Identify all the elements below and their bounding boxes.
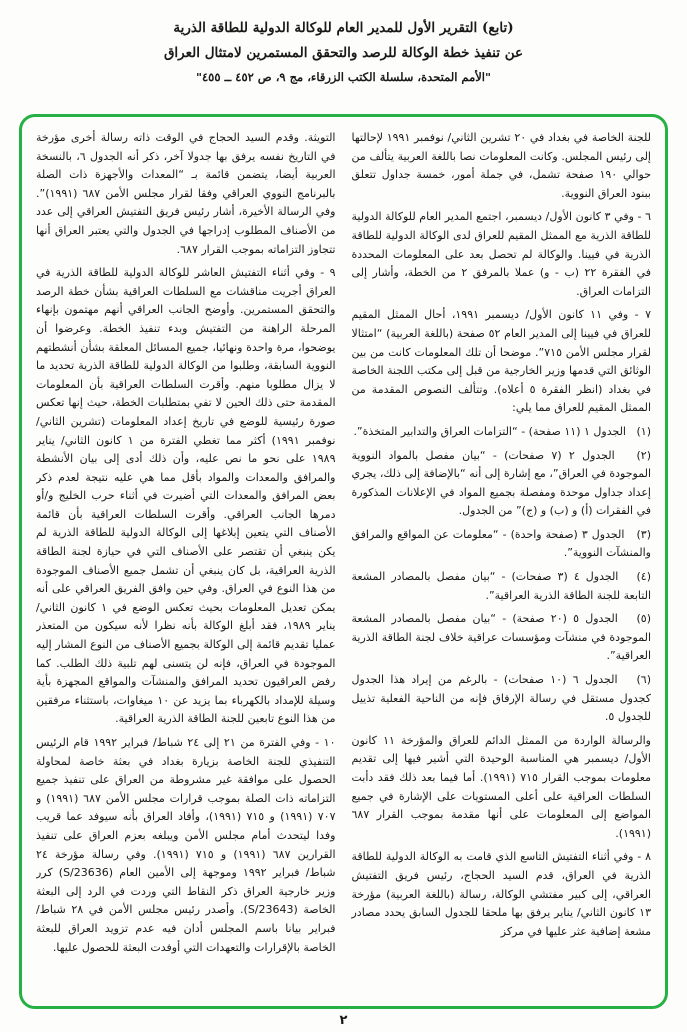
paragraph-8: ٨ - وفي أثناء التفتيش التاسع الذي قامت به الوكالة الدولية للطاقة الذرية في العراق، قدم السيد الحجاج، رئيس فريق التفتيش العراقي، إلى كبير مفتشي الوكالة، رسالة (باللغة العربية) مؤرخة ١٣ كانون الثاني/ يناير يرفق بها ملحقا للجدول السابق يحدد مصادر مشعة إضافية عثر عليها في مركز <box>351 850 651 938</box>
paragraph-letter-note: والرسالة الواردة من الممثل الدائم للعراق والمؤرخة ١١ كانون الأول/ ديسمبر هي المناسبة الوحيدة التي أشير فيها إلى تقديم معلومات بموجب القرار ٧١٥ (١٩٩١). أما فيما بعد ذلك فقد دأبت السلطات العراقية على أعلى المستويات على الإشارة في جميع المواضع إلى المعلومات على أنها مقدمة بموجب القرار ٦٨٧ (١٩٩١). <box>351 733 651 840</box>
list-item-table-5: (٥) الجدول ٥ (٢٠ صفحة) - “بيان مفصل بالمصادر المشعة الموجودة في منشآت ومؤسسات عراقية خلاف لجنة الطاقة الذرية العراقية”. <box>351 612 651 663</box>
report-title-line1: (تابع) التقرير الأول للمدير العام للوكالة الدولية للطاقة الذرية <box>173 20 514 36</box>
paragraph-10: ١٠ - وفي الفترة من ٢١ إلى ٢٤ شباط/ فبراير ١٩٩٢ قام الرئيس التنفيذي للجنة الخاصة بزيارة بغداد في بعثة خاصة لمحاولة الحصول على موافقة غير مشروطة من العراق على تنفيذ جميع التزاماته ذات الصلة بموجب قرارات مجلس الأمن ٦٨٧ (١٩٩١) و ٧٠٧ (١٩٩١) و ٧١٥ (١٩٩١)، وأفاد العراق بأنه سيوفد عما قريب وفدا ليتحدث أمام مجلس الأمن ويبلغه بعزم العراق على تنفيذ القرارين ٦٨٧ (١٩٩١) و ٧١٥ (١٩٩١). وفي رسالة مؤرخة ٢٤ شباط/ فبراير ١٩٩٢ وموجهة إلى الأمين العام (S/23636) كرر وزير خارجية العراق ذكر النقاط التي وردت في الرد إلى البعثة الخاصة (S/23643). وأصدر رئيس مجلس الأمن في ٢٨ شباط/ فبراير بيانا باسم المجلس أدان فيه عدم تزويد العراق للبعثة الخاصة بالإقرارات والتعهدات التي أوفدت البعثة للحصول عليها. <box>36 736 336 954</box>
paragraph-8-continuation: التويثة. وقدم السيد الحجاج في الوقت ذاته رسالة أخرى مؤرخة في التاريخ نفسه يرفق بها جدولا آخر، ذكر أنه الجدول ٦، بالنسخة العربية أيضا، يتضمن قائمة بـ “المعدات والأجهزة ذات الصلة بالبرنامج النووي العراقي وفقا لقرار مجلس الأمن ٦٨٧ (١٩٩١)”. وفي الرسالة الأخيرة، أشار رئيس فريق التفتيش العراقي إلى عدد من الأصناف المطلوب إدراجها في الجدول والتي يعتبر العراق أنها تتجاوز التزاماته بموجب القرار ٦٨٧. <box>36 131 336 256</box>
list-item-table-1: (١) الجدول ١ (١١ صفحة) - “التزامات العراق والتدابير المتخذة”. <box>353 424 651 438</box>
paragraph-continuation: للجنة الخاصة في بغداد في ٢٠ تشرين الثاني/ نوفمبر ١٩٩١ لإحالتها إلى رئيس المجلس. وكانت المعلومات نصا باللغة العربية يتألف من حوالي ١٩٠ صفحة تشمل، في جملة أمور، خمسة جداول تتعلق ببنود العراق النووية. <box>351 131 651 200</box>
paragraph-7: ٧ - وفي ١١ كانون الأول/ ديسمبر ١٩٩١، أحال الممثل المقيم للعراق في فيينا إلى المدير العام ٥٢ صفحة (باللغة العربية) “امتثالا لقرار مجلس الأمن ٧١٥”. موضحا أن تلك المعلومات كانت من بين الوثائق التي قدمها وزير الخارجية من قبل إلى مكتب اللجنة الخاصة في بغداد (انظر الفقرة ٥ أعلاه). وتتألف النصوص المقدمة من الممثل المقيم للعراق مما يلي: <box>351 308 651 415</box>
list-item-table-4: (٤) الجدول ٤ (٣ صفحات) - “بيان مفصل بالمصادر المشعة التابعة للجنة الطاقة الذرية العراقية”. <box>351 570 651 602</box>
page-number: ٢ <box>339 1013 348 1028</box>
right-column <box>352 129 652 994</box>
two-column-text-layout <box>36 129 651 994</box>
list-item-table-6: (٦) الجدول ٦ (١٠ صفحات) - بالرغم من إيراد هذا الجدول كجدول مستقل في رسالة الإرفاق فإنه من الناحية الفعلية تذييل للجدول ٥. <box>351 673 651 724</box>
list-item-table-3: (٣) الجدول ٣ (صفحة واحدة) - “معلومات عن المواقع والمرافق والمنشآت النووية”. <box>351 527 651 560</box>
report-title-line2: عن تنفيذ خطة الوكالة للرصد والتحقق المستمرين لامتثال العراق <box>163 45 524 61</box>
document-header <box>0 0 687 84</box>
paragraph-6: ٦ - وفي ٣ كانون الأول/ ديسمبر، اجتمع المدير العام للوكالة الدولية للطاقة الذرية مع الممثل المقيم للعراق لدى الوكالة الدولية للطاقة الذرية في فيينا. والوكالة لم تحصل بعد على المعلومات المحددة في الفقرة ٢٢ (ب - و) عملا بالمرفق ٢ من الخطة، وأشار إلى التزامات العراق. <box>351 210 651 298</box>
green-bordered-content-box <box>19 114 668 1009</box>
left-column <box>36 129 336 994</box>
source-citation: "الأمم المتحدة، سلسلة الكتب الزرقاء، مج ٩، ص ٤٥٢ ــ ٤٥٥" <box>195 70 491 84</box>
paragraph-9: ٩ - وفي أثناء التفتيش العاشر للوكالة الدولية للطاقة الذرية في العراق أجريت مناقشات مع السلطات العراقية بشأن خطة الرصد والتحقق المستمرين. وأوضح الجانب العراقي أنهم مهتمون بإنهاء المرحلة الراهنة من التفتيش وبدء تنفيذ الخطة. وعرضوا أن يوضحوا، مرة واحدة ونهائيا، جميع المسائل المعلقة بشأن أنشطتهم النووية السابقة، وطلبوا من الوكالة الدولية للطاقة الذرية تحديد ما لا يزال مطلوبا منهم. وأقرت السلطات العراقية بأن المعلومات المقدمة حتى ذلك الحين لا تفي بمتطلبات الخطة، حيث إنها تعكس صورة رئيسية للوضع في تاريخ إعداد المعلومات (تشرين الثاني/ نوفمبر ١٩٩١) أكثر مما تغطي الفترة من ١ كانون الثاني/ يناير ١٩٨٩ على نحو ما نص عليه، وأن ذلك أدى إلى بيان الأنشطة والمرافق والمعدات والمواد بأقل مما هي عليه نتيجة لعدم ذكر بعض المرافق والمعدات التي أضيرت في أثناء حرب الخليج و/أو دمرها الجانب العراقي. وأقرت السلطات العراقية بأن قائمة الأصناف التي يتعين إبلاغها إلى الوكالة الدولية للطاقة الذرية لم يكن ينبغي أن تقتصر على الأصناف التي في حيازة لجنة الطاقة الذرية العراقية، بل كان ينبغي أن تشمل جميع الأصناف الموجودة من هذا النوع في العراق. وفي حين وافق الفريق العراقي على أنه يمكن تعديل المعلومات بحيث تعكس الوضع في ١ كانون الثاني/ يناير ١٩٨٩، فقد أبلغ الوكالة بأنه نظرا لأنه سيكون من المتعذر عمليا تقديم قائمة إلى الوكالة بجميع الأصناف من النوع المشار إليه الموجودة في العراق، فإنه لن يتسنى لهم تلبية ذلك الطلب. كما رفض العراقيون تحديد المرافق والمنشآت والمواقع المجهزة بأية وسيلة للإمداد بالكهرباء بما يزيد عن ١٠ ميغاوات، باستثناء مرفقين من هذا النوع تابعين للجنة الطاقة الذرية العراقية. <box>36 266 336 726</box>
list-item-table-2: (٢) الجدول ٢ (٧ صفحات) - “بيان مفصل بالمواد النووية الموجودة في العراق”، مع إشارة إلى أنه “بالإضافة إلى ذلك، يجري إعداد جداول موحدة ومفصلة بجميع المواد في الإعلانات المذكورة في الفقرات (أ) و (ب) و (ج)” من الجدول. <box>351 448 651 518</box>
